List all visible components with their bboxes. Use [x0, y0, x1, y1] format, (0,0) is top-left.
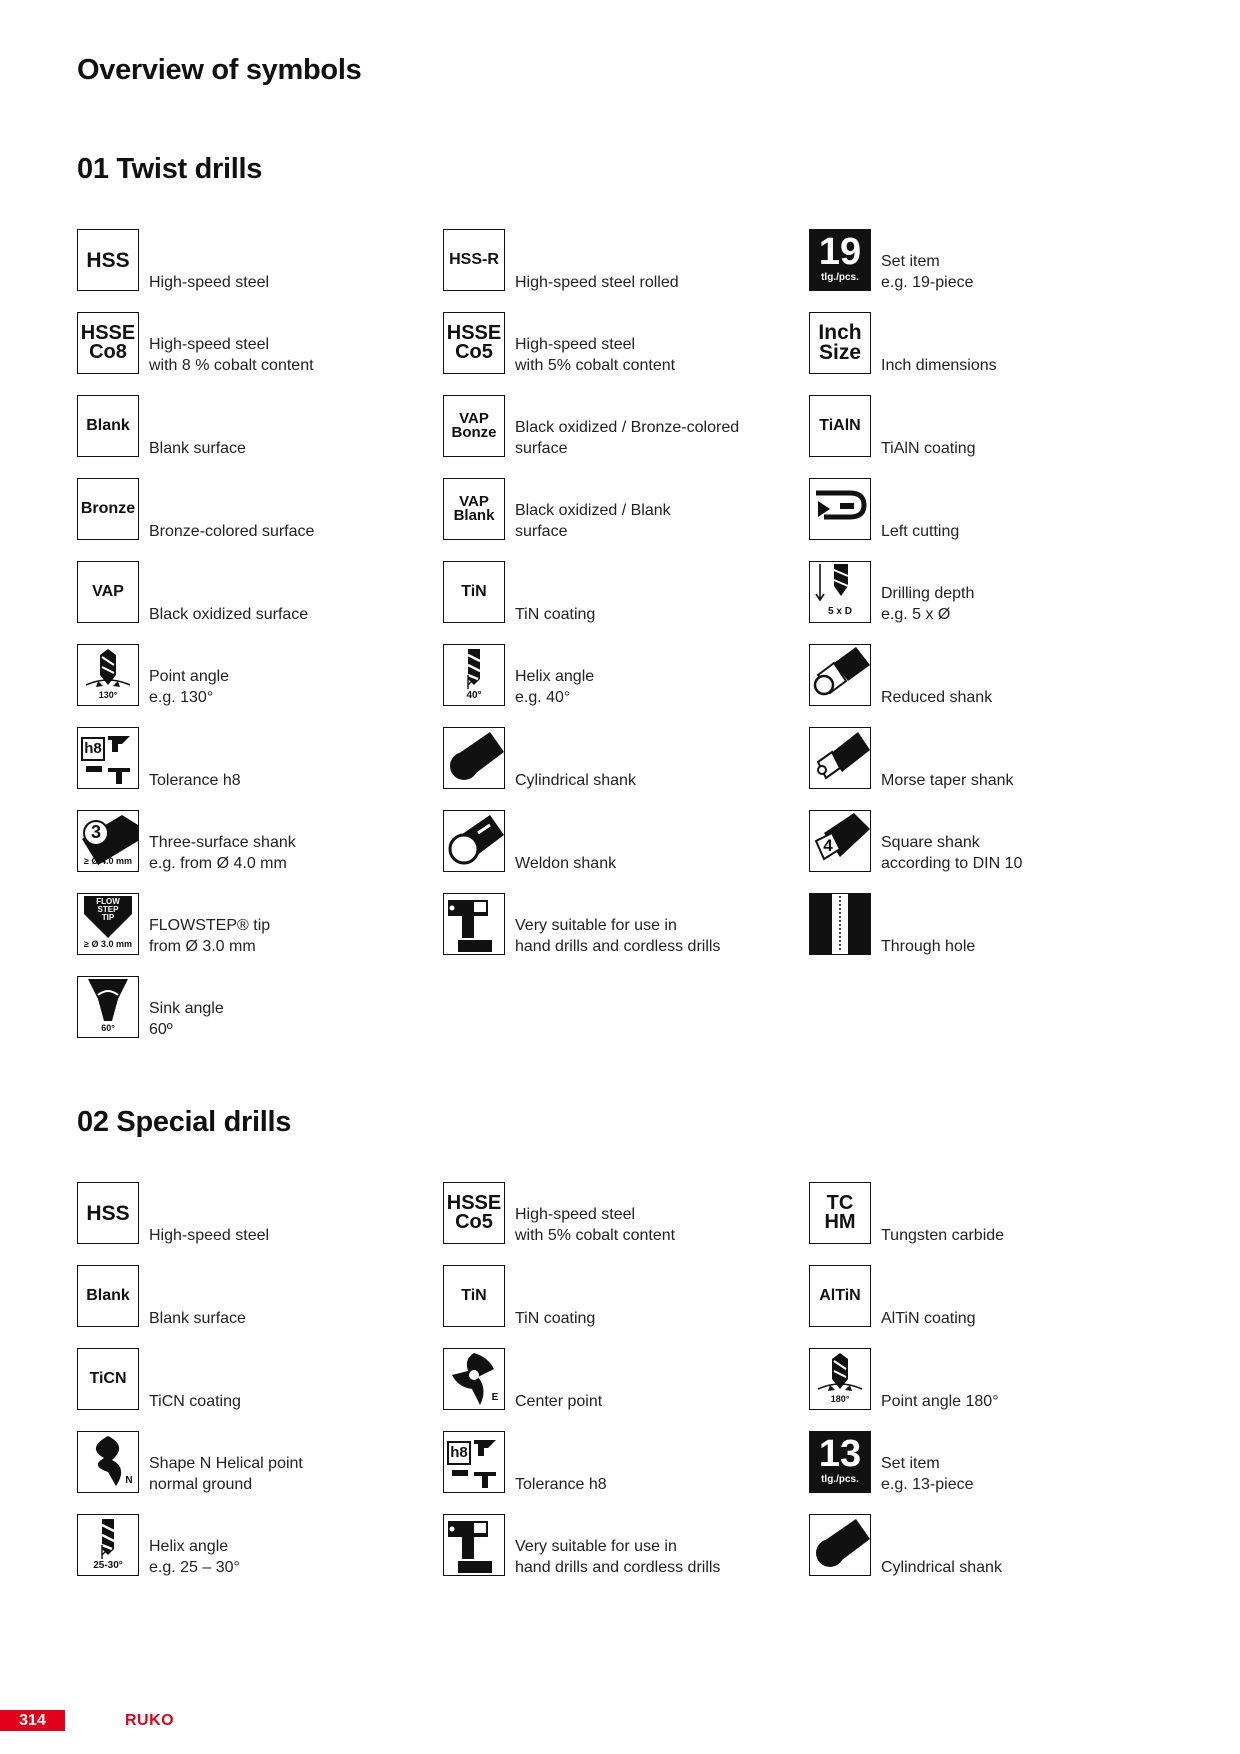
symbol-item [77, 893, 427, 957]
icon-label: VAP [459, 410, 489, 427]
symbol-description [881, 521, 959, 542]
description-line: with 5% cobalt content [515, 1227, 676, 1244]
description-line: Blank surface [149, 440, 246, 457]
symbol-item [443, 1182, 793, 1246]
symbol-item [77, 976, 427, 1040]
symbol-description [881, 936, 975, 957]
set-item-icon [809, 1431, 871, 1493]
description-line: 60º [149, 1021, 173, 1038]
symbol-description [881, 832, 1022, 874]
symbol-description [149, 438, 246, 459]
description-line: e.g. 25 – 30° [149, 1559, 240, 1576]
symbol-item [77, 727, 427, 791]
set-item-icon [809, 229, 871, 291]
description-line: FLOWSTEP® tip [149, 917, 271, 934]
through-hole-icon [809, 893, 871, 955]
description-line: e.g. 19-piece [881, 274, 974, 291]
helix-angle-icon [443, 644, 505, 706]
symbol-item [443, 727, 793, 791]
icon-label: 40° [466, 690, 482, 701]
description-line: Inch dimensions [881, 357, 997, 374]
reduced-shank-icon [809, 644, 871, 706]
description-line: Through hole [881, 938, 976, 955]
symbol-description [149, 770, 241, 791]
icon-label: 60° [101, 1023, 115, 1033]
symbol-item [809, 1348, 1159, 1412]
symbol-item [443, 893, 793, 957]
icon-label: Bronze [80, 500, 136, 517]
icon-label: tlg./pcs. [821, 272, 859, 283]
symbol-item [443, 1514, 793, 1578]
description-line: Drilling depth [881, 585, 975, 602]
icon-label: Blank [86, 417, 130, 434]
symbol-item [443, 1348, 793, 1412]
hsse-co8-text-icon [77, 312, 139, 374]
symbol-item [443, 229, 793, 293]
description-line: Tolerance h8 [515, 1476, 607, 1493]
description-line: TiCN coating [149, 1393, 241, 1410]
description-line: Weldon shank [515, 855, 617, 872]
description-line: Cylindrical shank [881, 1559, 1002, 1576]
cylindrical-shank-icon [809, 1514, 871, 1576]
icon-label: HSSE [80, 322, 136, 344]
icon-label: VAP [92, 583, 124, 600]
ticn-text-icon [77, 1348, 139, 1410]
description-line: with 5% cobalt content [515, 357, 676, 374]
icon-label: 13 [818, 1433, 862, 1475]
section-heading: 02 Special drills [77, 1106, 292, 1138]
altin-text-icon [809, 1265, 871, 1327]
bronze-text-icon [77, 478, 139, 540]
symbol-item [443, 1431, 793, 1495]
icon-label: h8 [84, 740, 102, 757]
icon-label: tlg./pcs. [821, 1474, 859, 1485]
description-line: Reduced shank [881, 689, 993, 706]
description-line: e.g. 13-piece [881, 1476, 974, 1493]
icon-label: h8 [450, 1444, 468, 1461]
symbol-description [149, 1453, 303, 1495]
description-line: Three-surface shank [149, 834, 296, 851]
left-cutting-icon [809, 478, 871, 540]
square-shank-icon [809, 810, 871, 872]
tolerance-h8-icon [77, 727, 139, 789]
description-line: High-speed steel [149, 274, 270, 291]
description-line: Helix angle [149, 1538, 229, 1555]
icon-label: HSS [86, 248, 130, 272]
three-surface-shank-icon [77, 810, 139, 872]
page-title: Overview of symbols [77, 54, 362, 86]
description-line: e.g. 40° [515, 689, 571, 706]
vap-text-icon [77, 561, 139, 623]
symbol-description [515, 770, 636, 791]
icon-label: Blank [86, 1287, 130, 1304]
symbol-item [809, 893, 1159, 957]
symbol-description [881, 1557, 1002, 1578]
symbol-item [809, 644, 1159, 708]
symbol-description [515, 334, 675, 376]
icon-label: Co5 [455, 1211, 493, 1233]
symbol-description [881, 1225, 1004, 1246]
icon-label: TIP [101, 913, 115, 922]
icon-label: HSSE [446, 322, 502, 344]
symbol-description [881, 438, 976, 459]
description-line: Cylindrical shank [515, 772, 636, 789]
symbol-description [881, 583, 974, 625]
description-line: High-speed steel [149, 1227, 270, 1244]
vap-blank-text-icon [443, 478, 505, 540]
symbol-item [809, 810, 1159, 874]
symbol-description [149, 1536, 240, 1578]
sink-angle-icon [77, 976, 139, 1038]
icon-label: FLOW [96, 897, 120, 906]
tin-text-icon [443, 561, 505, 623]
blank-text-icon [77, 1265, 139, 1327]
symbol-item [77, 810, 427, 874]
description-line: TiN coating [515, 1310, 596, 1327]
description-line: Bronze-colored surface [149, 523, 315, 540]
drilling-depth-icon [809, 561, 871, 623]
point-angle-icon [809, 1348, 871, 1410]
symbol-description [515, 1474, 607, 1495]
symbol-description [515, 666, 594, 708]
icon-label: TiCN [89, 1370, 127, 1387]
symbol-description [149, 334, 314, 376]
cylindrical-shank-icon [443, 727, 505, 789]
symbol-description [149, 1391, 241, 1412]
tialn-text-icon [809, 395, 871, 457]
icon-label: AlTiN [819, 1287, 861, 1304]
description-line: surface [515, 523, 568, 540]
cordless-drill-icon [443, 893, 505, 955]
icon-label: HSS [86, 1201, 130, 1225]
tc-hm-text-icon [809, 1182, 871, 1244]
inch-size-text-icon [809, 312, 871, 374]
description-line: AlTiN coating [881, 1310, 976, 1327]
helix-angle-icon [77, 1514, 139, 1576]
icon-label: TC [826, 1192, 854, 1214]
description-line: Very suitable for use in [515, 1538, 677, 1555]
description-line: Sink angle [149, 1000, 224, 1017]
description-line: Helix angle [515, 668, 595, 685]
symbol-item [77, 478, 427, 542]
description-line: Blank surface [149, 1310, 246, 1327]
symbol-description [881, 355, 997, 376]
flowstep-tip-icon [77, 893, 139, 955]
symbol-description [149, 1308, 246, 1329]
hss-text-icon [77, 1182, 139, 1244]
icon-label: HM [824, 1211, 856, 1233]
description-line: Black oxidized surface [149, 606, 309, 623]
description-line: Black oxidized / Blank [515, 502, 671, 519]
symbol-description [881, 687, 992, 708]
symbol-description [881, 770, 1014, 791]
hsse-co5-text-icon [443, 312, 505, 374]
symbol-description [515, 500, 671, 542]
symbol-item [809, 1431, 1159, 1495]
description-line: TiAlN coating [881, 440, 976, 457]
symbol-description [515, 1308, 595, 1329]
description-line: High-speed steel [515, 336, 636, 353]
icon-label: TiN [461, 583, 487, 600]
weldon-shank-icon [443, 810, 505, 872]
icon-label: E [491, 1392, 499, 1403]
description-line: Set item [881, 253, 940, 270]
tin-text-icon [443, 1265, 505, 1327]
description-line: High-speed steel [149, 336, 270, 353]
symbol-item [77, 395, 427, 459]
icon-label: N [125, 1475, 133, 1486]
description-line: surface [515, 440, 568, 457]
symbol-item [809, 312, 1159, 376]
icon-label: 180° [830, 1394, 850, 1404]
symbol-description [515, 1204, 675, 1246]
icon-label: 3 [90, 822, 101, 842]
icon-label: 19 [818, 231, 862, 273]
symbol-description [149, 832, 296, 874]
symbol-description [149, 915, 270, 957]
symbol-description [515, 853, 616, 874]
symbol-item [443, 1265, 793, 1329]
symbol-item [77, 1182, 427, 1246]
description-line: Set item [881, 1455, 940, 1472]
symbol-item [77, 1514, 427, 1578]
tolerance-h8-icon [443, 1431, 505, 1493]
description-line: High-speed steel rolled [515, 274, 679, 291]
icon-label: TiAlN [819, 417, 861, 434]
description-line: from Ø 3.0 mm [149, 938, 256, 955]
icon-label: Size [818, 341, 862, 364]
symbol-item [809, 478, 1159, 542]
icon-label: TiN [461, 1287, 487, 1304]
vap-bonze-text-icon [443, 395, 505, 457]
symbol-item [443, 644, 793, 708]
description-line: High-speed steel [515, 1206, 636, 1223]
symbol-item [809, 727, 1159, 791]
icon-label: 25-30° [93, 1560, 123, 1571]
icon-label: HSSE [446, 1192, 502, 1214]
icon-label: Blank [453, 507, 495, 524]
symbol-item [77, 1348, 427, 1412]
symbol-item [809, 229, 1159, 293]
symbol-item [77, 561, 427, 625]
description-line: TiN coating [515, 606, 596, 623]
description-line: with 8 % cobalt content [149, 357, 314, 374]
morse-taper-shank-icon [809, 727, 871, 789]
hss-r-text-icon [443, 229, 505, 291]
description-line: Black oxidized / Bronze-colored [515, 419, 740, 436]
symbol-description [149, 666, 229, 708]
icon-label: VAP [459, 493, 489, 510]
description-line: Point angle [149, 668, 230, 685]
hss-text-icon [77, 229, 139, 291]
icon-label: ≥ Ø 4.0 mm [84, 856, 132, 866]
brand-logo: RUKO [125, 1712, 175, 1729]
symbol-item [443, 312, 793, 376]
section-heading: 01 Twist drills [77, 153, 263, 185]
description-line: Center point [515, 1393, 603, 1410]
icon-label: Bonze [451, 424, 497, 441]
blank-text-icon [77, 395, 139, 457]
symbol-description [149, 998, 224, 1040]
symbol-description [515, 915, 720, 957]
icon-label: HSS-R [449, 251, 499, 268]
symbol-description [515, 604, 595, 625]
symbol-item [77, 229, 427, 293]
icon-label: Co5 [455, 341, 493, 363]
symbol-item [443, 561, 793, 625]
symbol-item [77, 1265, 427, 1329]
symbol-item [77, 312, 427, 376]
description-line: Morse taper shank [881, 772, 1014, 789]
symbol-description [515, 417, 739, 459]
symbol-description [881, 1308, 976, 1329]
hsse-co5-text-icon [443, 1182, 505, 1244]
symbol-item [809, 1182, 1159, 1246]
description-line: normal ground [149, 1476, 253, 1493]
symbol-description [881, 1391, 999, 1412]
point-angle-icon [77, 644, 139, 706]
symbol-item [809, 1265, 1159, 1329]
symbol-item [443, 478, 793, 542]
description-line: Left cutting [881, 523, 960, 540]
description-line: e.g. 5 x Ø [881, 606, 951, 623]
symbol-item [809, 561, 1159, 625]
symbol-description [515, 1536, 720, 1578]
symbol-description [149, 272, 269, 293]
description-line: e.g. from Ø 4.0 mm [149, 855, 287, 872]
icon-label: Co8 [89, 341, 127, 363]
symbol-item [809, 1514, 1159, 1578]
cordless-drill-icon [443, 1514, 505, 1576]
center-point-icon [443, 1348, 505, 1410]
symbol-item [809, 395, 1159, 459]
description-line: according to DIN 10 [881, 855, 1023, 872]
description-line: Square shank [881, 834, 980, 851]
description-line: hand drills and cordless drills [515, 1559, 721, 1576]
symbol-description [881, 1453, 974, 1495]
symbol-description [515, 272, 679, 293]
symbol-description [149, 1225, 269, 1246]
symbol-item [443, 810, 793, 874]
description-line: Very suitable for use in [515, 917, 677, 934]
description-line: Shape N Helical point [149, 1455, 303, 1472]
symbol-item [77, 644, 427, 708]
icon-label: 5 x D [828, 606, 852, 617]
description-line: Tungsten carbide [881, 1227, 1005, 1244]
icon-label: 4 [823, 836, 833, 855]
symbol-description [149, 521, 314, 542]
icon-label: ≥ Ø 3.0 mm [84, 939, 132, 949]
symbol-item [443, 395, 793, 459]
icon-label: 130° [98, 690, 118, 700]
icon-label: Inch [818, 321, 862, 344]
description-line: Point angle 180° [881, 1393, 999, 1410]
symbol-description [881, 251, 974, 293]
description-line: Tolerance h8 [149, 772, 241, 789]
description-line: e.g. 130° [149, 689, 214, 706]
icon-label: STEP [97, 905, 119, 914]
symbol-description [149, 604, 308, 625]
symbol-description [515, 1391, 602, 1412]
description-line: hand drills and cordless drills [515, 938, 721, 955]
helical-point-n-icon [77, 1431, 139, 1493]
page-number: 314 [0, 1710, 65, 1731]
symbol-item [77, 1431, 427, 1495]
